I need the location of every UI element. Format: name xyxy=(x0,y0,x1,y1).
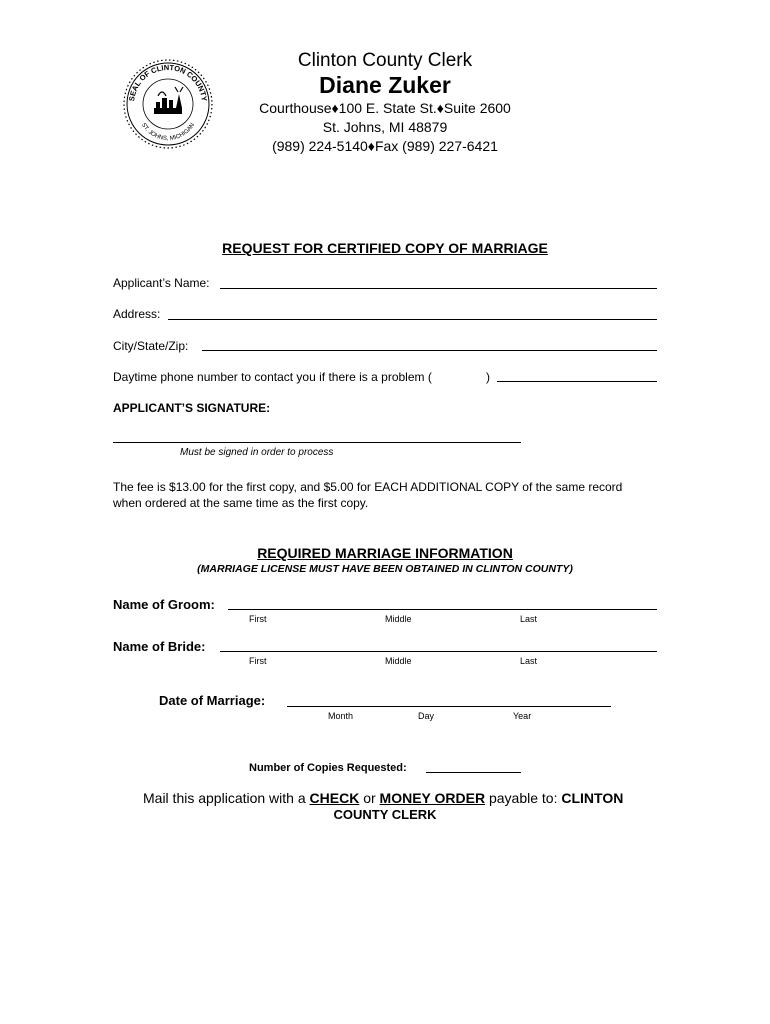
year-caption: Year xyxy=(513,711,532,721)
applicant-name-label: Applicant’s Name: xyxy=(113,276,210,290)
date-of-marriage-field[interactable] xyxy=(287,706,611,707)
groom-label: Name of Groom: xyxy=(113,597,215,612)
copies-field[interactable] xyxy=(426,772,521,773)
day-caption: Day xyxy=(418,711,435,721)
address-line-2: St. Johns, MI 48879 xyxy=(322,119,448,135)
clerk-name: Diane Zuker xyxy=(319,72,451,98)
bride-middle-caption: Middle xyxy=(385,656,412,666)
bride-first-caption: First xyxy=(249,656,267,666)
check-text: CHECK xyxy=(309,790,360,806)
fee-line-1: The fee is $13.00 for the first copy, and $5.00 for EACH ADDITIONAL COPY of the same record xyxy=(113,480,623,494)
copies-label: Number of Copies Requested: xyxy=(249,762,407,774)
required-info-note xyxy=(197,563,573,575)
phone-field[interactable] xyxy=(497,381,657,382)
signature-note: Must be signed in order to process xyxy=(180,447,334,458)
date-of-marriage-label: Date of Marriage: xyxy=(159,693,266,708)
groom-middle-caption: Middle xyxy=(385,614,412,624)
required-info-heading: REQUIRED MARRIAGE INFORMATION xyxy=(257,545,513,561)
phone-paren-close: ) xyxy=(486,370,490,384)
seal-top-text: SEAL OF CLINTON COUNTY xyxy=(127,62,209,102)
address-field[interactable] xyxy=(168,319,657,320)
city-state-zip-label: City/State/Zip: xyxy=(113,339,189,353)
signature-label: APPLICANT’S SIGNATURE: xyxy=(113,401,271,415)
seal-bottom-text: ST. JOHNS, MICHIGAN xyxy=(139,122,197,143)
groom-first-caption: First xyxy=(249,614,267,624)
payee-part-1: CLINTON xyxy=(561,790,624,806)
fee-line-2: when ordered at the same time as the first copy. xyxy=(113,496,369,510)
phone-label: Daytime phone number to contact you if there is a problem ( xyxy=(113,370,432,384)
money-order-text: MONEY ORDER xyxy=(379,790,486,806)
address-line-1: Courthouse♦100 E. State St.♦Suite 2600 xyxy=(259,100,511,116)
office-title: Clinton County Clerk xyxy=(297,50,473,71)
mailing-prefix: Mail this application with a xyxy=(143,790,310,806)
applicant-name-field[interactable] xyxy=(220,288,657,289)
required-info-note-text: MARRIAGE LICENSE MUST HAVE BEEN OBTAINED IN CLINTON COUNTY) xyxy=(200,563,573,575)
mailing-instructions xyxy=(143,790,623,806)
signature-field[interactable] xyxy=(113,442,521,443)
bride-name-field[interactable] xyxy=(220,651,657,652)
groom-name-field[interactable] xyxy=(228,609,657,610)
county-seal xyxy=(122,58,214,150)
seal-emblem xyxy=(154,87,183,114)
required-info-note-paren: ( xyxy=(197,563,201,575)
form-title: REQUEST FOR CERTIFIED COPY OF MARRIAGE xyxy=(222,240,548,256)
phone-fax-line: (989) 224-5140♦Fax (989) 227-6421 xyxy=(272,138,498,154)
groom-last-caption: Last xyxy=(520,614,538,624)
city-state-zip-field[interactable] xyxy=(202,350,657,351)
payee-part-2: COUNTY CLERK xyxy=(333,807,437,822)
bride-last-caption: Last xyxy=(520,656,538,666)
payable-text: payable to: xyxy=(485,790,562,806)
address-label: Address: xyxy=(113,307,161,321)
month-caption: Month xyxy=(328,711,354,721)
or-text: or xyxy=(359,790,380,806)
bride-label: Name of Bride: xyxy=(113,639,206,654)
